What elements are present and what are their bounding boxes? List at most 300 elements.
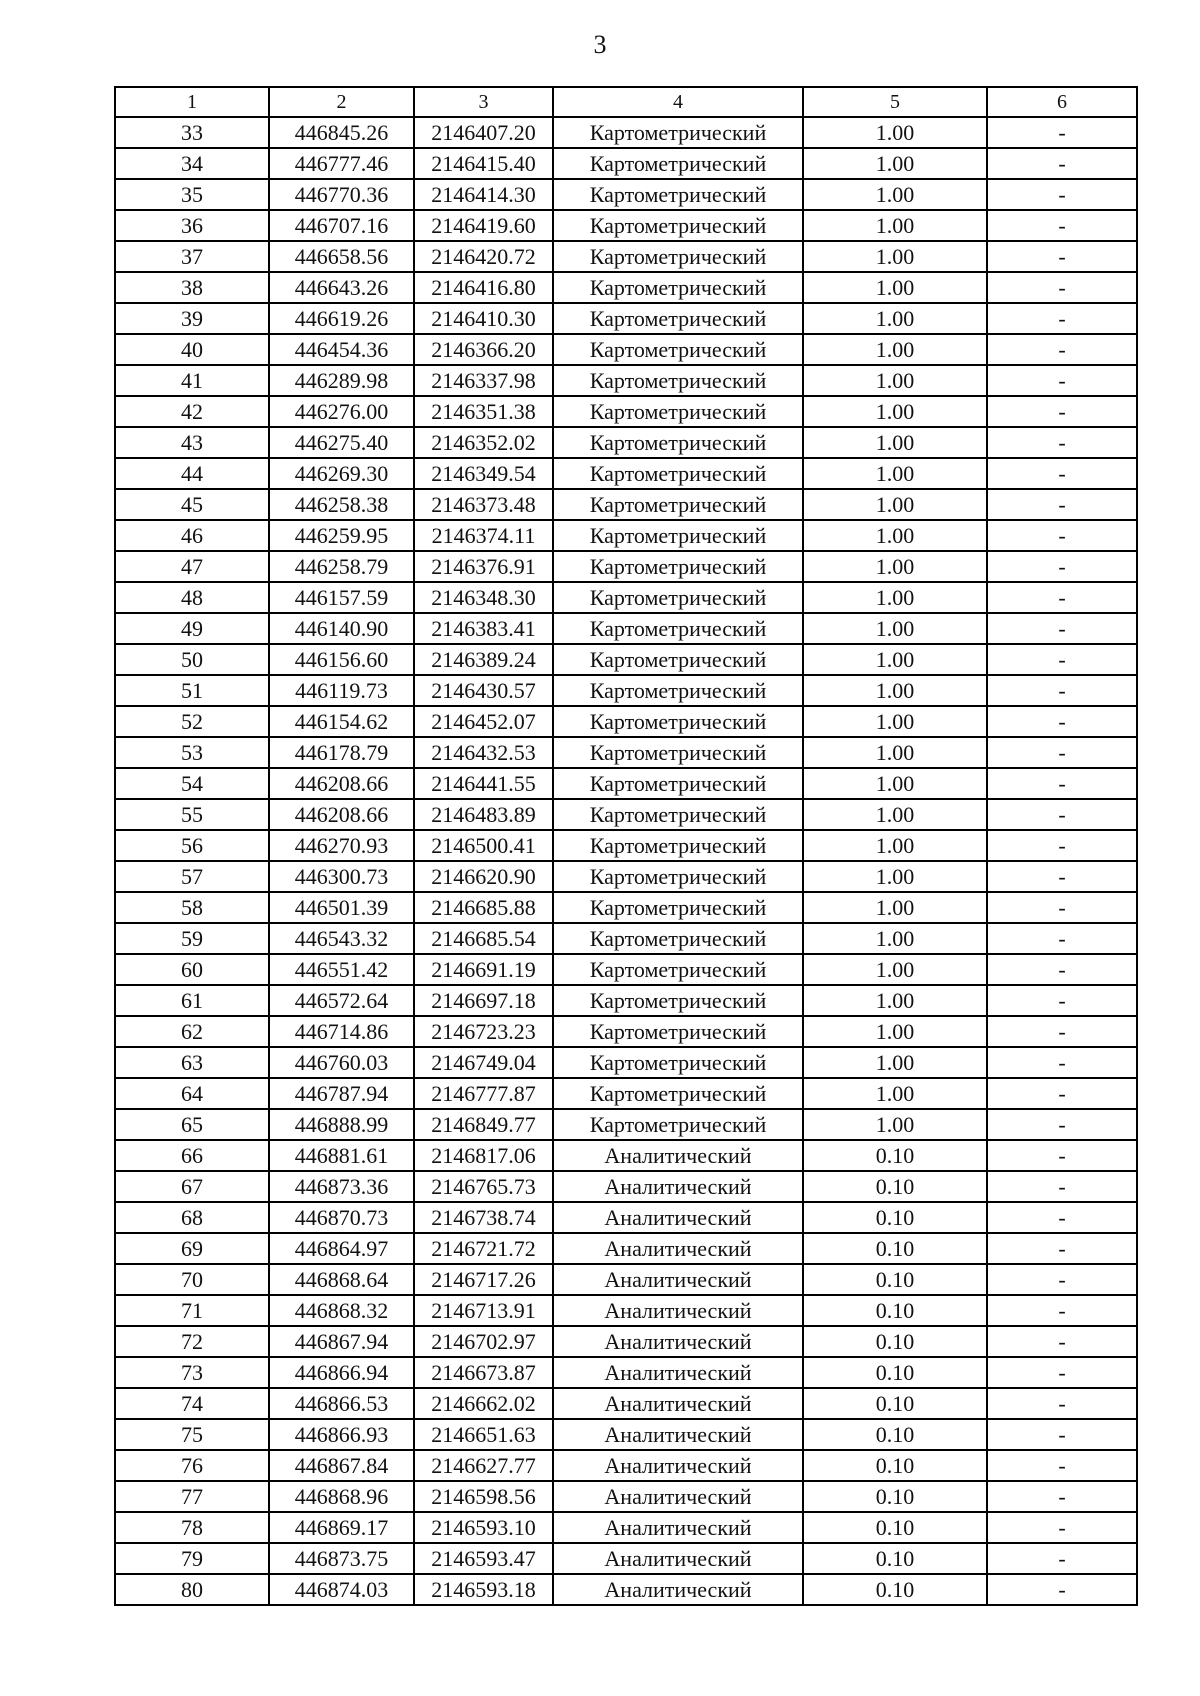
table-row — [115, 241, 1137, 272]
point-number-cell: 42 — [115, 396, 269, 427]
point-number-cell: 64 — [115, 1078, 269, 1109]
x-coordinate-cell: 446208.66 — [269, 799, 414, 830]
accuracy-cell: 0.10 — [803, 1388, 987, 1419]
y-coordinate-cell: 2146702.97 — [414, 1326, 553, 1357]
accuracy-cell: 0.10 — [803, 1140, 987, 1171]
method-cell: Аналитический — [553, 1140, 803, 1171]
table-row — [115, 985, 1137, 1016]
accuracy-cell: 1.00 — [803, 613, 987, 644]
method-cell: Картометрический — [553, 396, 803, 427]
accuracy-cell: 1.00 — [803, 706, 987, 737]
accuracy-cell: 1.00 — [803, 520, 987, 551]
table-header — [115, 87, 1137, 117]
description-cell: - — [987, 1047, 1137, 1078]
point-number-cell: 60 — [115, 954, 269, 985]
point-number-cell: 33 — [115, 117, 269, 148]
y-coordinate-cell: 2146849.77 — [414, 1109, 553, 1140]
accuracy-cell: 0.10 — [803, 1326, 987, 1357]
method-cell: Картометрический — [553, 179, 803, 210]
description-cell: - — [987, 737, 1137, 768]
y-coordinate-cell: 2146593.18 — [414, 1574, 553, 1605]
description-cell: - — [987, 923, 1137, 954]
point-number-cell: 65 — [115, 1109, 269, 1140]
point-number-cell: 39 — [115, 303, 269, 334]
method-cell: Картометрический — [553, 923, 803, 954]
x-coordinate-cell: 446888.99 — [269, 1109, 414, 1140]
point-number-cell: 76 — [115, 1450, 269, 1481]
accuracy-cell: 1.00 — [803, 396, 987, 427]
table-body — [115, 117, 1137, 1605]
description-cell: - — [987, 1202, 1137, 1233]
x-coordinate-cell: 446881.61 — [269, 1140, 414, 1171]
x-coordinate-cell: 446258.38 — [269, 489, 414, 520]
description-cell: - — [987, 1419, 1137, 1450]
accuracy-cell: 1.00 — [803, 489, 987, 520]
point-number-cell: 40 — [115, 334, 269, 365]
method-cell: Картометрический — [553, 799, 803, 830]
point-number-cell: 51 — [115, 675, 269, 706]
table-row — [115, 1233, 1137, 1264]
accuracy-cell: 1.00 — [803, 1047, 987, 1078]
method-cell: Картометрический — [553, 1016, 803, 1047]
y-coordinate-cell: 2146383.41 — [414, 613, 553, 644]
table-row — [115, 365, 1137, 396]
description-cell: - — [987, 1078, 1137, 1109]
point-number-cell: 79 — [115, 1543, 269, 1574]
method-cell: Картометрический — [553, 1047, 803, 1078]
description-cell: - — [987, 1109, 1137, 1140]
point-number-cell: 66 — [115, 1140, 269, 1171]
x-coordinate-cell: 446714.86 — [269, 1016, 414, 1047]
table-row — [115, 1450, 1137, 1481]
x-coordinate-cell: 446787.94 — [269, 1078, 414, 1109]
table-row — [115, 1357, 1137, 1388]
accuracy-cell: 0.10 — [803, 1419, 987, 1450]
description-cell: - — [987, 1543, 1137, 1574]
accuracy-cell: 1.00 — [803, 272, 987, 303]
header-col-1: 1 — [115, 87, 269, 117]
point-number-cell: 68 — [115, 1202, 269, 1233]
table-row — [115, 799, 1137, 830]
y-coordinate-cell: 2146777.87 — [414, 1078, 553, 1109]
method-cell: Картометрический — [553, 582, 803, 613]
x-coordinate-cell: 446866.93 — [269, 1419, 414, 1450]
header-col-4: 4 — [553, 87, 803, 117]
point-number-cell: 80 — [115, 1574, 269, 1605]
y-coordinate-cell: 2146721.72 — [414, 1233, 553, 1264]
x-coordinate-cell: 446707.16 — [269, 210, 414, 241]
accuracy-cell: 1.00 — [803, 241, 987, 272]
description-cell: - — [987, 489, 1137, 520]
description-cell: - — [987, 1326, 1137, 1357]
description-cell: - — [987, 520, 1137, 551]
accuracy-cell: 1.00 — [803, 427, 987, 458]
x-coordinate-cell: 446643.26 — [269, 272, 414, 303]
point-number-cell: 59 — [115, 923, 269, 954]
table-row — [115, 1388, 1137, 1419]
header-col-6: 6 — [987, 87, 1137, 117]
y-coordinate-cell: 2146598.56 — [414, 1481, 553, 1512]
method-cell: Картометрический — [553, 1109, 803, 1140]
point-number-cell: 57 — [115, 861, 269, 892]
x-coordinate-cell: 446140.90 — [269, 613, 414, 644]
point-number-cell: 49 — [115, 613, 269, 644]
method-cell: Картометрический — [553, 551, 803, 582]
point-number-cell: 54 — [115, 768, 269, 799]
y-coordinate-cell: 2146410.30 — [414, 303, 553, 334]
description-cell: - — [987, 1388, 1137, 1419]
accuracy-cell: 1.00 — [803, 923, 987, 954]
y-coordinate-cell: 2146430.57 — [414, 675, 553, 706]
method-cell: Картометрический — [553, 241, 803, 272]
accuracy-cell: 1.00 — [803, 303, 987, 334]
y-coordinate-cell: 2146348.30 — [414, 582, 553, 613]
method-cell: Картометрический — [553, 675, 803, 706]
description-cell: - — [987, 117, 1137, 148]
description-cell: - — [987, 148, 1137, 179]
header-row — [115, 87, 1137, 117]
x-coordinate-cell: 446619.26 — [269, 303, 414, 334]
x-coordinate-cell: 446543.32 — [269, 923, 414, 954]
point-number-cell: 58 — [115, 892, 269, 923]
table-row — [115, 520, 1137, 551]
table-row — [115, 551, 1137, 582]
x-coordinate-cell: 446270.93 — [269, 830, 414, 861]
description-cell: - — [987, 1264, 1137, 1295]
point-number-cell: 77 — [115, 1481, 269, 1512]
coordinates-table — [114, 86, 1138, 1606]
point-number-cell: 72 — [115, 1326, 269, 1357]
description-cell: - — [987, 179, 1137, 210]
method-cell: Картометрический — [553, 1078, 803, 1109]
table-row — [115, 737, 1137, 768]
point-number-cell: 61 — [115, 985, 269, 1016]
method-cell: Аналитический — [553, 1512, 803, 1543]
method-cell: Аналитический — [553, 1450, 803, 1481]
x-coordinate-cell: 446300.73 — [269, 861, 414, 892]
table-row — [115, 954, 1137, 985]
method-cell: Картометрический — [553, 458, 803, 489]
y-coordinate-cell: 2146500.41 — [414, 830, 553, 861]
table-row — [115, 706, 1137, 737]
y-coordinate-cell: 2146432.53 — [414, 737, 553, 768]
description-cell: - — [987, 334, 1137, 365]
y-coordinate-cell: 2146441.55 — [414, 768, 553, 799]
accuracy-cell: 1.00 — [803, 458, 987, 489]
accuracy-cell: 1.00 — [803, 210, 987, 241]
method-cell: Аналитический — [553, 1233, 803, 1264]
accuracy-cell: 0.10 — [803, 1295, 987, 1326]
description-cell: - — [987, 1357, 1137, 1388]
method-cell: Аналитический — [553, 1574, 803, 1605]
x-coordinate-cell: 446870.73 — [269, 1202, 414, 1233]
accuracy-cell: 1.00 — [803, 830, 987, 861]
accuracy-cell: 0.10 — [803, 1233, 987, 1264]
x-coordinate-cell: 446868.64 — [269, 1264, 414, 1295]
table-row — [115, 1295, 1137, 1326]
description-cell: - — [987, 1450, 1137, 1481]
method-cell: Картометрический — [553, 148, 803, 179]
accuracy-cell: 1.00 — [803, 148, 987, 179]
y-coordinate-cell: 2146738.74 — [414, 1202, 553, 1233]
accuracy-cell: 1.00 — [803, 1016, 987, 1047]
x-coordinate-cell: 446572.64 — [269, 985, 414, 1016]
description-cell: - — [987, 303, 1137, 334]
x-coordinate-cell: 446157.59 — [269, 582, 414, 613]
x-coordinate-cell: 446119.73 — [269, 675, 414, 706]
method-cell: Картометрический — [553, 365, 803, 396]
table-row — [115, 675, 1137, 706]
description-cell: - — [987, 551, 1137, 582]
accuracy-cell: 1.00 — [803, 675, 987, 706]
point-number-cell: 67 — [115, 1171, 269, 1202]
x-coordinate-cell: 446845.26 — [269, 117, 414, 148]
description-cell: - — [987, 1512, 1137, 1543]
accuracy-cell: 0.10 — [803, 1512, 987, 1543]
method-cell: Картометрический — [553, 706, 803, 737]
x-coordinate-cell: 446868.96 — [269, 1481, 414, 1512]
y-coordinate-cell: 2146685.54 — [414, 923, 553, 954]
point-number-cell: 45 — [115, 489, 269, 520]
table-row — [115, 396, 1137, 427]
method-cell: Картометрический — [553, 613, 803, 644]
point-number-cell: 75 — [115, 1419, 269, 1450]
accuracy-cell: 1.00 — [803, 768, 987, 799]
accuracy-cell: 1.00 — [803, 737, 987, 768]
method-cell: Картометрический — [553, 520, 803, 551]
method-cell: Аналитический — [553, 1419, 803, 1450]
x-coordinate-cell: 446866.53 — [269, 1388, 414, 1419]
accuracy-cell: 0.10 — [803, 1481, 987, 1512]
y-coordinate-cell: 2146416.80 — [414, 272, 553, 303]
method-cell: Картометрический — [553, 861, 803, 892]
method-cell: Картометрический — [553, 489, 803, 520]
point-number-cell: 44 — [115, 458, 269, 489]
table-row — [115, 1512, 1137, 1543]
y-coordinate-cell: 2146765.73 — [414, 1171, 553, 1202]
method-cell: Аналитический — [553, 1295, 803, 1326]
accuracy-cell: 1.00 — [803, 551, 987, 582]
x-coordinate-cell: 446867.94 — [269, 1326, 414, 1357]
x-coordinate-cell: 446289.98 — [269, 365, 414, 396]
description-cell: - — [987, 365, 1137, 396]
y-coordinate-cell: 2146651.63 — [414, 1419, 553, 1450]
y-coordinate-cell: 2146593.10 — [414, 1512, 553, 1543]
accuracy-cell: 1.00 — [803, 985, 987, 1016]
accuracy-cell: 0.10 — [803, 1264, 987, 1295]
table-row — [115, 303, 1137, 334]
y-coordinate-cell: 2146407.20 — [414, 117, 553, 148]
x-coordinate-cell: 446154.62 — [269, 706, 414, 737]
accuracy-cell: 1.00 — [803, 1078, 987, 1109]
table-row — [115, 923, 1137, 954]
x-coordinate-cell: 446658.56 — [269, 241, 414, 272]
x-coordinate-cell: 446208.66 — [269, 768, 414, 799]
method-cell: Картометрический — [553, 272, 803, 303]
x-coordinate-cell: 446156.60 — [269, 644, 414, 675]
y-coordinate-cell: 2146673.87 — [414, 1357, 553, 1388]
x-coordinate-cell: 446777.46 — [269, 148, 414, 179]
x-coordinate-cell: 446873.75 — [269, 1543, 414, 1574]
x-coordinate-cell: 446866.94 — [269, 1357, 414, 1388]
description-cell: - — [987, 985, 1137, 1016]
description-cell: - — [987, 613, 1137, 644]
y-coordinate-cell: 2146349.54 — [414, 458, 553, 489]
accuracy-cell: 1.00 — [803, 644, 987, 675]
y-coordinate-cell: 2146627.77 — [414, 1450, 553, 1481]
table-row — [115, 334, 1137, 365]
table-row — [115, 272, 1137, 303]
description-cell: - — [987, 1295, 1137, 1326]
y-coordinate-cell: 2146352.02 — [414, 427, 553, 458]
y-coordinate-cell: 2146414.30 — [414, 179, 553, 210]
table-row — [115, 458, 1137, 489]
point-number-cell: 37 — [115, 241, 269, 272]
table-row — [115, 582, 1137, 613]
table-row — [115, 1543, 1137, 1574]
x-coordinate-cell: 446867.84 — [269, 1450, 414, 1481]
y-coordinate-cell: 2146351.38 — [414, 396, 553, 427]
method-cell: Аналитический — [553, 1264, 803, 1295]
x-coordinate-cell: 446868.32 — [269, 1295, 414, 1326]
point-number-cell: 63 — [115, 1047, 269, 1078]
description-cell: - — [987, 1481, 1137, 1512]
method-cell: Картометрический — [553, 644, 803, 675]
x-coordinate-cell: 446869.17 — [269, 1512, 414, 1543]
page-number: 3 — [593, 30, 607, 59]
method-cell: Картометрический — [553, 737, 803, 768]
point-number-cell: 69 — [115, 1233, 269, 1264]
description-cell: - — [987, 1574, 1137, 1605]
table-row — [115, 1264, 1137, 1295]
table-row — [115, 148, 1137, 179]
table-row — [115, 1419, 1137, 1450]
table-row — [115, 427, 1137, 458]
method-cell: Аналитический — [553, 1326, 803, 1357]
accuracy-cell: 1.00 — [803, 861, 987, 892]
method-cell: Картометрический — [553, 892, 803, 923]
point-number-cell: 53 — [115, 737, 269, 768]
y-coordinate-cell: 2146713.91 — [414, 1295, 553, 1326]
description-cell: - — [987, 830, 1137, 861]
table-row — [115, 1140, 1137, 1171]
point-number-cell: 36 — [115, 210, 269, 241]
header-col-3: 3 — [414, 87, 553, 117]
description-cell: - — [987, 1140, 1137, 1171]
method-cell: Аналитический — [553, 1543, 803, 1574]
description-cell: - — [987, 706, 1137, 737]
y-coordinate-cell: 2146593.47 — [414, 1543, 553, 1574]
description-cell: - — [987, 675, 1137, 706]
point-number-cell: 50 — [115, 644, 269, 675]
method-cell: Картометрический — [553, 117, 803, 148]
method-cell: Аналитический — [553, 1481, 803, 1512]
description-cell: - — [987, 954, 1137, 985]
y-coordinate-cell: 2146817.06 — [414, 1140, 553, 1171]
method-cell: Аналитический — [553, 1171, 803, 1202]
table-row — [115, 1047, 1137, 1078]
accuracy-cell: 1.00 — [803, 334, 987, 365]
table-row — [115, 1078, 1137, 1109]
method-cell: Картометрический — [553, 985, 803, 1016]
accuracy-cell: 0.10 — [803, 1450, 987, 1481]
y-coordinate-cell: 2146483.89 — [414, 799, 553, 830]
point-number-cell: 62 — [115, 1016, 269, 1047]
y-coordinate-cell: 2146697.18 — [414, 985, 553, 1016]
table-row — [115, 830, 1137, 861]
accuracy-cell: 1.00 — [803, 954, 987, 985]
accuracy-cell: 0.10 — [803, 1574, 987, 1605]
y-coordinate-cell: 2146620.90 — [414, 861, 553, 892]
table-row — [115, 489, 1137, 520]
table-row — [115, 1109, 1137, 1140]
table-row — [115, 1016, 1137, 1047]
description-cell: - — [987, 799, 1137, 830]
description-cell: - — [987, 210, 1137, 241]
description-cell: - — [987, 644, 1137, 675]
point-number-cell: 35 — [115, 179, 269, 210]
table-row — [115, 768, 1137, 799]
accuracy-cell: 1.00 — [803, 799, 987, 830]
x-coordinate-cell: 446501.39 — [269, 892, 414, 923]
y-coordinate-cell: 2146691.19 — [414, 954, 553, 985]
accuracy-cell: 1.00 — [803, 892, 987, 923]
method-cell: Картометрический — [553, 954, 803, 985]
y-coordinate-cell: 2146749.04 — [414, 1047, 553, 1078]
accuracy-cell: 0.10 — [803, 1543, 987, 1574]
y-coordinate-cell: 2146376.91 — [414, 551, 553, 582]
description-cell: - — [987, 861, 1137, 892]
table-row — [115, 1202, 1137, 1233]
point-number-cell: 52 — [115, 706, 269, 737]
table-row — [115, 892, 1137, 923]
accuracy-cell: 1.00 — [803, 582, 987, 613]
accuracy-cell: 0.10 — [803, 1202, 987, 1233]
table-row — [115, 1574, 1137, 1605]
x-coordinate-cell: 446275.40 — [269, 427, 414, 458]
x-coordinate-cell: 446454.36 — [269, 334, 414, 365]
description-cell: - — [987, 582, 1137, 613]
point-number-cell: 38 — [115, 272, 269, 303]
accuracy-cell: 0.10 — [803, 1357, 987, 1388]
accuracy-cell: 1.00 — [803, 117, 987, 148]
method-cell: Картометрический — [553, 830, 803, 861]
accuracy-cell: 0.10 — [803, 1171, 987, 1202]
y-coordinate-cell: 2146685.88 — [414, 892, 553, 923]
header-col-2: 2 — [269, 87, 414, 117]
accuracy-cell: 1.00 — [803, 365, 987, 396]
x-coordinate-cell: 446178.79 — [269, 737, 414, 768]
table-row — [115, 644, 1137, 675]
description-cell: - — [987, 272, 1137, 303]
y-coordinate-cell: 2146420.72 — [414, 241, 553, 272]
x-coordinate-cell: 446276.00 — [269, 396, 414, 427]
y-coordinate-cell: 2146337.98 — [414, 365, 553, 396]
header-col-5: 5 — [803, 87, 987, 117]
point-number-cell: 47 — [115, 551, 269, 582]
table-row — [115, 613, 1137, 644]
point-number-cell: 71 — [115, 1295, 269, 1326]
y-coordinate-cell: 2146374.11 — [414, 520, 553, 551]
description-cell: - — [987, 241, 1137, 272]
description-cell: - — [987, 892, 1137, 923]
description-cell: - — [987, 1016, 1137, 1047]
description-cell: - — [987, 1233, 1137, 1264]
method-cell: Картометрический — [553, 427, 803, 458]
y-coordinate-cell: 2146717.26 — [414, 1264, 553, 1295]
description-cell: - — [987, 427, 1137, 458]
description-cell: - — [987, 458, 1137, 489]
